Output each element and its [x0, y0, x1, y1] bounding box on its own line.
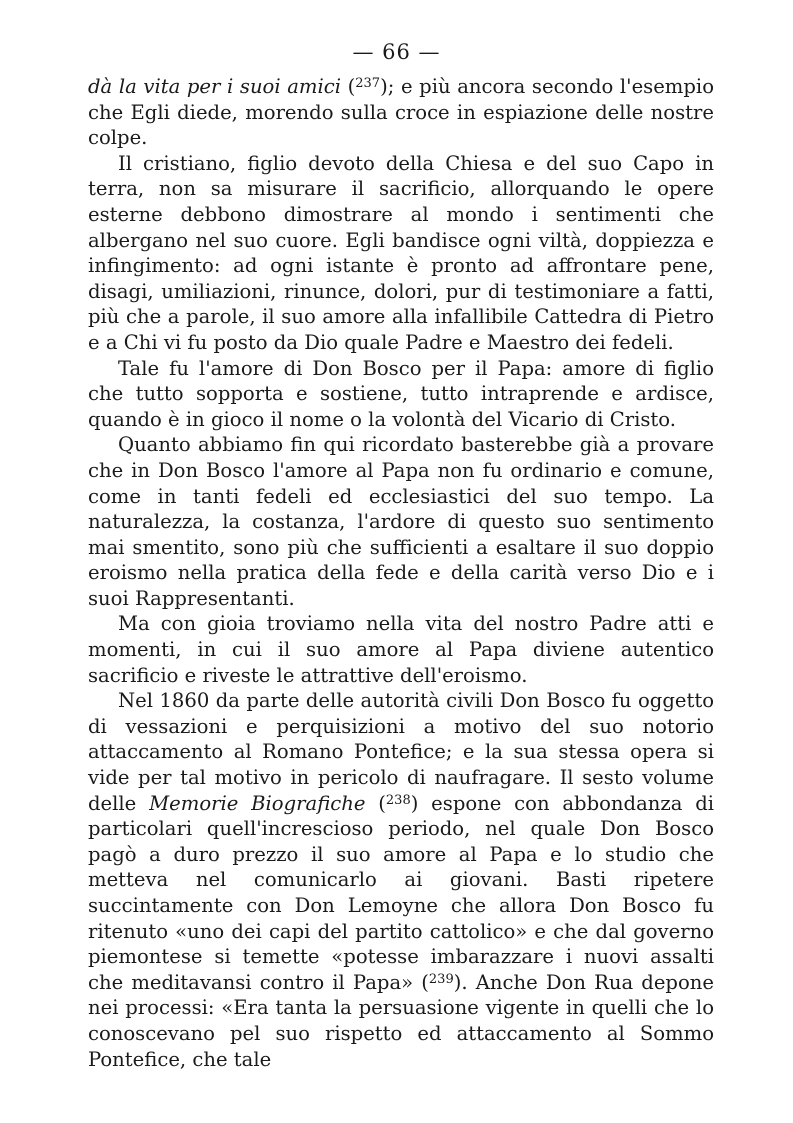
footnote-ref: 239: [428, 971, 454, 987]
text-run: (: [341, 75, 356, 98]
text-run: Tale fu l'amore di Don Bosco per il Papa: amore di figlio che tutto sopporta e sostiene, tutto intraprende e ardisce, quando è in gioco il nome o la volontà del Vicario di Cristo.: [88, 356, 714, 431]
body-text: [88, 74, 714, 1072]
text-run: ) espone con abbondanza di particolari quell'increscioso periodo, nel quale Don Bosco pagò a duro prezzo il suo amore al Papa e lo studio che metteva nel comunicarlo ai giovani. Basti ripetere succintamente con Don Lemoyne che allora Don Bosco fu ritenuto «uno dei capi del partito cattolico» e che dal governo piemontese si temette «potesse imbarazzare i nuovi assalti che meditavansi contro il Papa» (: [88, 791, 715, 994]
italic-text: Memorie Biografiche: [149, 791, 366, 815]
paragraph: [88, 151, 714, 356]
text-run: Nel 1860 da parte delle autorità civili Don Bosco fu oggetto di vessazioni e perquisizioni a motivo del suo notorio attaccamento al Romano Pontefice; e la sua stessa opera si vide per tal motivo in pericolo di naufragare. Il sesto volume delle: [88, 689, 714, 815]
footnote-ref: 238: [385, 792, 411, 808]
paragraph: [88, 74, 714, 151]
text-run: (: [365, 791, 386, 815]
paragraph: [88, 356, 714, 433]
paragraph: [88, 611, 714, 688]
text-run: ). Anche Don Rua depone nei processi: «Era tanta la persuasione vigente in quelli che lo conoscevano pel suo rispetto ed attaccamento al Sommo Pontefice, che tale: [88, 970, 714, 1071]
text-run: Ma con gioia troviamo nella vita del nostro Padre atti e momenti, in cui il suo amore al Papa diviene autentico sacrificio e riveste le attrattive dell'eroismo.: [88, 612, 714, 687]
text-run: Quanto abbiamo fin qui ricordato basterebbe già a provare che in Don Bosco l'amore al Papa non fu ordinario e comune, come in tanti fedeli ed ecclesiastici del suo tempo. La naturalezza, la costanza, l'ardore di questo suo sentimento mai smentito, sono più che sufficienti a esaltare il suo doppio eroismo nella pratica della fede e della carità verso Dio e i suoi Rappresentanti.: [88, 433, 714, 610]
page-number: — 66 —: [352, 40, 441, 64]
paragraph: [88, 432, 714, 611]
footnote-ref: 237: [355, 76, 381, 91]
text-run: Il cristiano, figlio devoto della Chiesa e del suo Capo in terra, non sa misurare il sacrificio, allorquando le opere esterne debbono dimostrare al mondo i sentimenti che albergano nel suo cuore. Egli bandisce ogni viltà, doppiezza e infingimento: ad ogni istante è pronto ad affrontare pene, disagi, umiliazioni, rinunce, dolori, pur di testimoniare a fatti, più che a parole, il suo amore alla infallibile Cattedra di Pietro e a Chi vi fu posto da Dio quale Padre e Maestro dei fedeli.: [88, 151, 714, 354]
paragraph: [88, 688, 714, 1072]
italic-text: dà la vita per i suoi amici: [88, 75, 341, 98]
text-run: ); e più ancora secondo l'esempio che Egli diede, morendo sulla croce in espiazione delle nostre colpe.: [88, 75, 714, 150]
